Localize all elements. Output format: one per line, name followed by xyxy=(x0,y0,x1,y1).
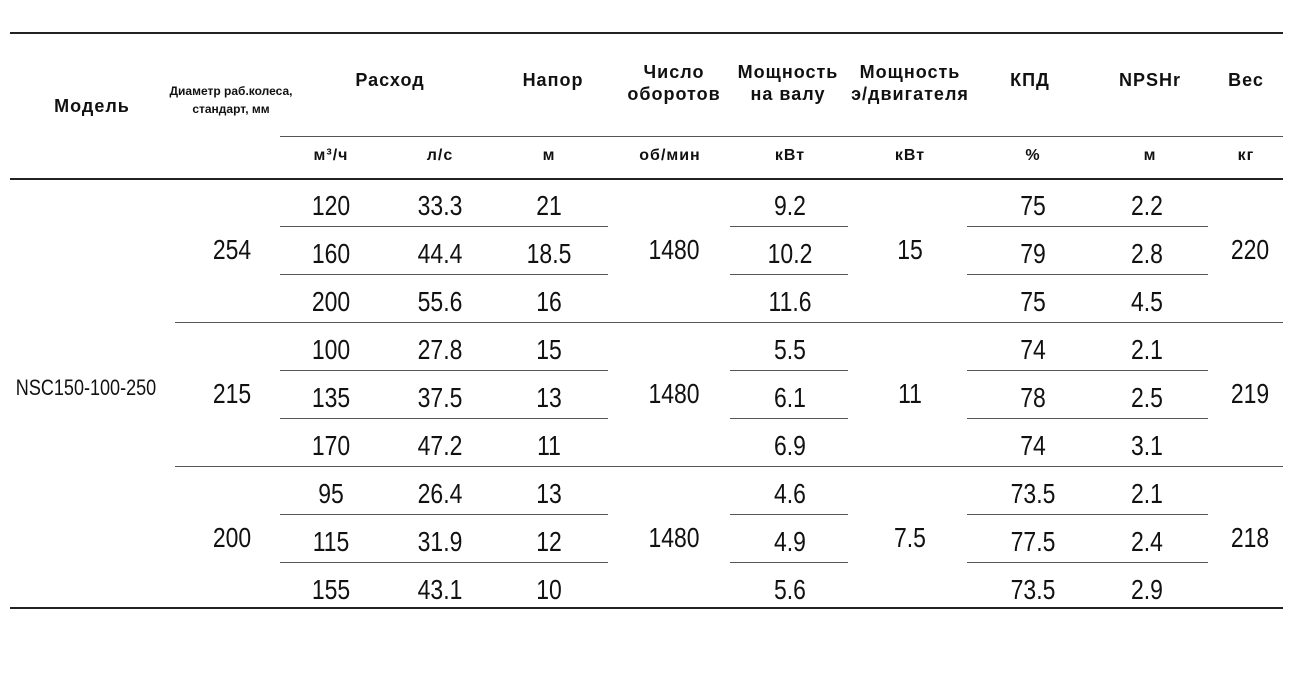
impeller-diameter-cell: 200 xyxy=(212,522,252,553)
table-top-rule xyxy=(10,32,1283,34)
header-impeller-line1: Диаметр раб.колеса, xyxy=(169,84,293,98)
npshr-cell: 4.5 xyxy=(1131,286,1163,317)
row-separator xyxy=(280,514,608,515)
speed-cell: 1480 xyxy=(648,234,700,265)
header-head: Напор xyxy=(522,70,584,90)
shaft-power-cell: 6.9 xyxy=(774,430,806,461)
row-separator xyxy=(730,370,848,371)
row-separator xyxy=(967,514,1208,515)
flow-m3h-cell: 200 xyxy=(311,286,351,317)
row-separator xyxy=(967,562,1208,563)
header-npshr: NPSHr xyxy=(1118,70,1182,90)
npshr-cell: 2.5 xyxy=(1131,382,1163,413)
weight-cell: 220 xyxy=(1230,234,1270,265)
shaft-power-cell: 6.1 xyxy=(774,382,806,413)
row-separator xyxy=(730,274,848,275)
impeller-diameter-cell: 215 xyxy=(212,378,252,409)
head-cell: 12 xyxy=(536,526,562,557)
npshr-cell: 2.2 xyxy=(1131,190,1163,221)
head-cell: 18.5 xyxy=(526,238,572,269)
header-shaft-power-line2: на валу xyxy=(750,84,826,104)
group-divider xyxy=(175,466,1283,467)
impeller-diameter-cell: 254 xyxy=(212,234,252,265)
model-name: NSC150-100-250 xyxy=(15,375,157,400)
efficiency-cell: 79 xyxy=(1020,238,1046,269)
head-cell: 13 xyxy=(536,478,562,509)
weight-cell: 218 xyxy=(1230,522,1270,553)
header-motor-power-line1: Мощность xyxy=(859,62,961,82)
motor-power-cell: 7.5 xyxy=(894,522,926,553)
flow-ls-cell: 33.3 xyxy=(417,190,463,221)
header-speed xyxy=(627,61,720,105)
row-separator xyxy=(730,418,848,419)
flow-m3h-cell: 155 xyxy=(311,574,351,605)
npshr-cell: 3.1 xyxy=(1131,430,1163,461)
speed-cell: 1480 xyxy=(648,378,700,409)
group-divider xyxy=(175,322,1283,323)
unit-speed: об/мин xyxy=(639,147,701,164)
flow-ls-cell: 37.5 xyxy=(417,382,463,413)
row-separator xyxy=(280,226,608,227)
row-separator xyxy=(280,562,608,563)
head-cell: 21 xyxy=(536,190,562,221)
header-shaft-power xyxy=(738,61,839,105)
shaft-power-cell: 5.6 xyxy=(774,574,806,605)
row-separator xyxy=(967,226,1208,227)
head-cell: 10 xyxy=(536,574,562,605)
flow-ls-cell: 26.4 xyxy=(417,478,463,509)
unit-flow-ls: л/с xyxy=(426,147,454,164)
head-cell: 13 xyxy=(536,382,562,413)
flow-ls-cell: 27.8 xyxy=(417,334,463,365)
flow-m3h-cell: 100 xyxy=(311,334,351,365)
header-impeller-line2: стандарт, мм xyxy=(192,102,270,116)
header-weight: Вес xyxy=(1228,70,1264,90)
row-separator xyxy=(730,514,848,515)
efficiency-cell: 74 xyxy=(1020,334,1046,365)
speed-cell: 1480 xyxy=(648,522,700,553)
unit-efficiency: % xyxy=(1025,147,1041,164)
header-speed-line1: Число xyxy=(643,62,705,82)
npshr-cell: 2.4 xyxy=(1131,526,1163,557)
flow-ls-cell: 31.9 xyxy=(417,526,463,557)
unit-shaft-power: кВт xyxy=(774,147,806,164)
flow-m3h-cell: 115 xyxy=(312,526,350,557)
efficiency-cell: 75 xyxy=(1020,190,1046,221)
flow-m3h-cell: 170 xyxy=(311,430,351,461)
head-cell: 15 xyxy=(536,334,562,365)
header-model: Модель xyxy=(54,96,130,116)
efficiency-cell: 77.5 xyxy=(1010,526,1056,557)
unit-row-rule xyxy=(10,178,1283,180)
unit-motor-power: кВт xyxy=(894,147,926,164)
row-separator xyxy=(280,274,608,275)
flow-ls-cell: 44.4 xyxy=(417,238,463,269)
efficiency-cell: 74 xyxy=(1020,430,1046,461)
flow-ls-cell: 47.2 xyxy=(417,430,463,461)
flow-m3h-cell: 160 xyxy=(311,238,351,269)
row-separator xyxy=(280,370,608,371)
shaft-power-cell: 9.2 xyxy=(774,190,806,221)
unit-head: м xyxy=(542,147,556,164)
efficiency-cell: 78 xyxy=(1020,382,1046,413)
header-shaft-power-line1: Мощность xyxy=(737,62,839,82)
shaft-power-cell: 4.6 xyxy=(774,478,806,509)
row-separator xyxy=(967,418,1208,419)
head-cell: 16 xyxy=(536,286,562,317)
header-speed-line2: оборотов xyxy=(627,84,721,104)
header-unit-divider xyxy=(280,136,1283,137)
flow-ls-cell: 43.1 xyxy=(417,574,463,605)
header-impeller-diameter xyxy=(170,82,293,118)
table-bottom-rule xyxy=(10,607,1283,609)
npshr-cell: 2.8 xyxy=(1131,238,1163,269)
npshr-cell: 2.1 xyxy=(1131,478,1163,509)
efficiency-cell: 75 xyxy=(1020,286,1046,317)
header-flow: Расход xyxy=(355,70,425,90)
shaft-power-cell: 4.9 xyxy=(774,526,806,557)
motor-power-cell: 11 xyxy=(898,378,922,409)
header-motor-power xyxy=(851,61,969,105)
unit-flow-m3h: м³/ч xyxy=(313,147,349,164)
flow-m3h-cell: 135 xyxy=(311,382,351,413)
npshr-cell: 2.1 xyxy=(1131,334,1163,365)
shaft-power-cell: 11.6 xyxy=(768,286,812,317)
npshr-cell: 2.9 xyxy=(1131,574,1163,605)
header-motor-power-line2: э/двигателя xyxy=(851,84,969,104)
flow-ls-cell: 55.6 xyxy=(417,286,463,317)
row-separator xyxy=(730,226,848,227)
shaft-power-cell: 10.2 xyxy=(767,238,813,269)
efficiency-cell: 73.5 xyxy=(1010,574,1056,605)
head-cell: 11 xyxy=(537,430,561,461)
shaft-power-cell: 5.5 xyxy=(774,334,806,365)
flow-m3h-cell: 120 xyxy=(311,190,351,221)
header-efficiency: КПД xyxy=(1010,70,1050,90)
motor-power-cell: 15 xyxy=(897,234,923,265)
efficiency-cell: 73.5 xyxy=(1010,478,1056,509)
unit-weight: кг xyxy=(1237,147,1255,164)
flow-m3h-cell: 95 xyxy=(318,478,344,509)
row-separator xyxy=(967,274,1208,275)
row-separator xyxy=(730,562,848,563)
row-separator xyxy=(280,418,608,419)
weight-cell: 219 xyxy=(1230,378,1270,409)
row-separator xyxy=(967,370,1208,371)
unit-npshr: м xyxy=(1143,147,1157,164)
